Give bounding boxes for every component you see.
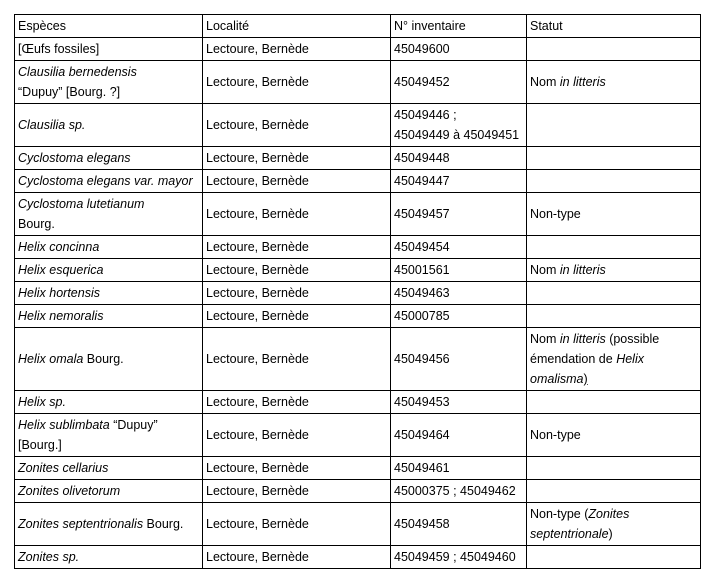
table-row	[15, 236, 701, 259]
species-name: Helix sublimbata	[18, 418, 110, 432]
species-name: Helix omala	[18, 352, 84, 366]
status-text: Nom	[530, 263, 560, 277]
species-cell	[15, 193, 203, 236]
table-row	[15, 480, 701, 503]
species-author: Bourg.	[18, 217, 55, 231]
locality-cell: Lectoure, Bernède	[203, 193, 391, 236]
species-author: Bourg.	[83, 352, 124, 366]
status-cell	[527, 259, 701, 282]
status-text: )	[583, 372, 588, 386]
species-cell	[15, 259, 203, 282]
table-row	[15, 104, 701, 147]
species-author: “Dupuy” [Bourg.]	[18, 418, 158, 452]
inventory-line: 45049446 ;	[394, 108, 457, 122]
inventory-cell: 45049447	[391, 170, 527, 193]
table-row	[15, 546, 701, 569]
status-text: Non-type	[530, 207, 581, 221]
table-row	[15, 193, 701, 236]
status-cell	[527, 61, 701, 104]
status-cell	[527, 282, 701, 305]
status-cell	[527, 38, 701, 61]
inventory-cell: 45049448	[391, 147, 527, 170]
species-name: Zonites cellarius	[18, 461, 109, 475]
inventory-cell: 45049459 ; 45049460	[391, 546, 527, 569]
species-cell	[15, 147, 203, 170]
status-text: Nom	[530, 332, 560, 346]
status-italic: Helix omalisma	[530, 352, 644, 386]
status-cell	[527, 414, 701, 457]
inventory-cell: 45049464	[391, 414, 527, 457]
inventory-cell: 45049456	[391, 328, 527, 391]
status-cell	[527, 328, 701, 391]
table-row	[15, 457, 701, 480]
inventory-cell: 45049454	[391, 236, 527, 259]
species-name: Helix hortensis	[18, 286, 100, 300]
species-name: Cyclostoma lutetianum	[18, 197, 145, 211]
table-row	[15, 503, 701, 546]
inventory-line: 45049449 à 45049451	[394, 128, 520, 142]
inventory-cell: 45049458	[391, 503, 527, 546]
locality-cell: Lectoure, Bernède	[203, 236, 391, 259]
species-cell	[15, 282, 203, 305]
table-row	[15, 305, 701, 328]
locality-cell: Lectoure, Bernède	[203, 391, 391, 414]
table-row	[15, 282, 701, 305]
species-cell	[15, 457, 203, 480]
status-cell	[527, 305, 701, 328]
status-text: Non-type (	[530, 507, 589, 521]
status-cell	[527, 170, 701, 193]
header-status: Statut	[527, 15, 701, 38]
locality-cell: Lectoure, Bernède	[203, 328, 391, 391]
table-row	[15, 147, 701, 170]
species-table	[14, 14, 701, 569]
inventory-cell: 45049453	[391, 391, 527, 414]
status-italic: Zonites septentrionale	[530, 507, 630, 541]
species-cell	[15, 38, 203, 61]
species-name: Clausilia bernedensis	[18, 65, 137, 79]
inventory-cell: 45049461	[391, 457, 527, 480]
status-italic: in litteris	[559, 263, 606, 277]
table-row	[15, 259, 701, 282]
header-row	[15, 15, 701, 38]
status-cell	[527, 503, 701, 546]
species-name: Cyclostoma elegans var. mayor	[18, 174, 193, 188]
status-text: Non-type	[530, 428, 581, 442]
species-name: Helix concinna	[18, 240, 100, 254]
status-italic: in litteris	[559, 332, 606, 346]
inventory-cell: 45001561	[391, 259, 527, 282]
status-cell	[527, 236, 701, 259]
species-cell	[15, 236, 203, 259]
species-name: Helix esquerica	[18, 263, 104, 277]
species-name: [Œufs fossiles]	[18, 42, 100, 56]
species-cell	[15, 104, 203, 147]
species-cell	[15, 546, 203, 569]
header-locality: Localité	[203, 15, 391, 38]
locality-cell: Lectoure, Bernède	[203, 170, 391, 193]
species-cell	[15, 328, 203, 391]
locality-cell: Lectoure, Bernède	[203, 480, 391, 503]
species-name: Helix nemoralis	[18, 309, 104, 323]
locality-cell: Lectoure, Bernède	[203, 38, 391, 61]
species-cell	[15, 480, 203, 503]
inventory-cell: 45000375 ; 45049462	[391, 480, 527, 503]
locality-cell: Lectoure, Bernède	[203, 104, 391, 147]
locality-cell: Lectoure, Bernède	[203, 259, 391, 282]
locality-cell: Lectoure, Bernède	[203, 282, 391, 305]
species-cell	[15, 61, 203, 104]
species-cell	[15, 170, 203, 193]
species-cell	[15, 503, 203, 546]
locality-cell: Lectoure, Bernède	[203, 503, 391, 546]
status-cell	[527, 391, 701, 414]
header-species: Espèces	[15, 15, 203, 38]
table-row	[15, 170, 701, 193]
locality-cell: Lectoure, Bernède	[203, 457, 391, 480]
species-cell	[15, 305, 203, 328]
locality-cell: Lectoure, Bernède	[203, 546, 391, 569]
status-cell	[527, 104, 701, 147]
species-author: Bourg.	[143, 517, 184, 531]
species-cell	[15, 391, 203, 414]
species-name: Zonites sp.	[18, 550, 80, 564]
status-cell	[527, 546, 701, 569]
inventory-cell: 45049600	[391, 38, 527, 61]
species-author: “Dupuy” [Bourg. ?]	[18, 85, 121, 99]
status-cell	[527, 147, 701, 170]
header-inventory: N° inventaire	[391, 15, 527, 38]
locality-cell: Lectoure, Bernède	[203, 414, 391, 457]
locality-cell: Lectoure, Bernède	[203, 147, 391, 170]
status-text: (possible émendation de	[530, 332, 660, 366]
status-cell	[527, 193, 701, 236]
inventory-cell: 45000785	[391, 305, 527, 328]
inventory-cell: 45049452	[391, 61, 527, 104]
table-row	[15, 61, 701, 104]
species-name: Zonites septentrionalis	[18, 517, 144, 531]
species-name: Zonites olivetorum	[18, 484, 121, 498]
table-row	[15, 38, 701, 61]
table-row	[15, 414, 701, 457]
table-row	[15, 328, 701, 391]
inventory-cell: 45049463	[391, 282, 527, 305]
locality-cell: Lectoure, Bernède	[203, 61, 391, 104]
status-text: )	[608, 527, 613, 541]
species-name: Clausilia sp.	[18, 118, 86, 132]
status-italic: in litteris	[559, 75, 606, 89]
table-row	[15, 391, 701, 414]
status-cell	[527, 480, 701, 503]
species-cell	[15, 414, 203, 457]
inventory-cell: 45049457	[391, 193, 527, 236]
status-cell	[527, 457, 701, 480]
species-name: Cyclostoma elegans	[18, 151, 131, 165]
status-text: Nom	[530, 75, 560, 89]
inventory-cell	[391, 104, 527, 147]
locality-cell: Lectoure, Bernède	[203, 305, 391, 328]
species-name: Helix sp.	[18, 395, 66, 409]
